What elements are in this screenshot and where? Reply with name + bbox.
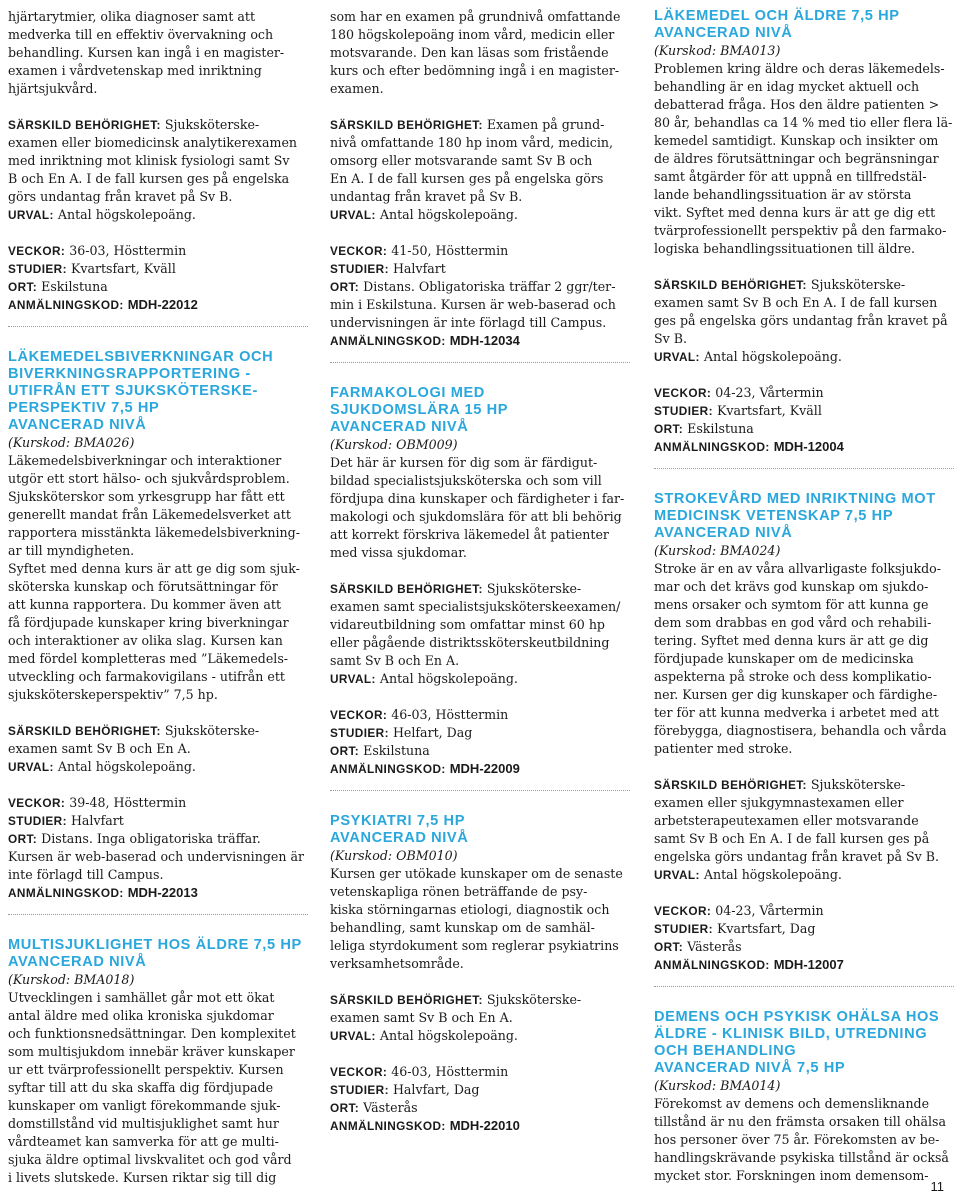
text-line: vårdteamet kan samverka för att ge multi-	[8, 1134, 279, 1149]
selection-label: URVAL:	[330, 208, 376, 222]
text-line: Syftet med denna kurs är att ge dig som sjuk-	[8, 561, 300, 576]
location-label: ORT:	[8, 832, 38, 846]
study-pace-label: STUDIER:	[8, 814, 67, 828]
title-line: AVANCERAD NIVÅ	[654, 25, 793, 41]
study-pace-value: Kvartsfart, Dag	[716, 921, 816, 936]
eligibility-label: SÄRSKILD BEHÖRIGHET:	[330, 582, 483, 596]
text-line: aspekterna på stroke och dess komplikatio-	[654, 669, 932, 684]
course-title	[654, 8, 954, 42]
text-line: med inriktning mot klinisk fysiologi samt Sv	[8, 153, 290, 168]
title-line: AVANCERAD NIVÅ 7,5 HP	[654, 1060, 846, 1076]
course-description	[8, 452, 308, 704]
location-value: Eskilstuna	[41, 279, 108, 294]
text-line: Sjuksköterske-	[164, 117, 260, 132]
title-line: SJUKDOMSLÄRA 15 HP	[330, 402, 509, 418]
title-line: PERSPEKTIV 7,5 HP	[8, 400, 160, 416]
course-info	[330, 706, 630, 778]
text-line: Kursen är web-baserad och undervisningen är	[8, 849, 304, 864]
text-line: som har en examen på grundnivå omfattande	[330, 9, 621, 24]
location-value: Eskilstuna	[687, 421, 754, 436]
application-code-label: ANMÄLNINGSKOD:	[330, 762, 446, 776]
text-line: ner. Kursen ger dig kunskaper och färdighe-	[654, 687, 938, 702]
study-pace-label: STUDIER:	[654, 404, 713, 418]
text-line: syftar till att du ska skaffa dig fördjupade	[8, 1080, 274, 1095]
text-line: examen i vårdvetenskap med inriktning	[8, 63, 262, 78]
title-line: OCH BEHANDLING	[654, 1043, 797, 1059]
eligibility-block	[330, 116, 630, 224]
application-code-label: ANMÄLNINGSKOD:	[8, 886, 124, 900]
title-line: DEMENS OCH PSYKISK OHÄLSA HOS	[654, 1009, 940, 1025]
text-line: att kunna rapportera. Du kommer även att	[8, 597, 282, 612]
text-line: hos personer över 75 år. Förekomsten av be-	[654, 1132, 940, 1147]
text-line: behandling, samt kunskap om de samhäl-	[330, 920, 595, 935]
study-pace-value: Halvfart	[392, 261, 446, 276]
title-line: AVANCERAD NIVÅ	[8, 417, 147, 433]
text-line: logiska behandlingssituationen till äldre.	[654, 241, 916, 256]
course-code: (Kurskod: BMA013)	[654, 43, 781, 58]
weeks-value: 04-23, Vårtermin	[715, 903, 824, 918]
text-line: Kursen ger utökade kunskaper om de senaste	[330, 866, 623, 881]
application-code: MDH-12034	[449, 333, 520, 348]
location-value: Distans. Inga obligatoriska träffar.	[41, 831, 261, 846]
divider	[654, 468, 954, 469]
location-value: Västerås	[687, 939, 742, 954]
page-number: 11	[930, 1179, 944, 1194]
eligibility-label: SÄRSKILD BEHÖRIGHET:	[330, 118, 483, 132]
application-code: MDH-12004	[773, 439, 844, 454]
application-code-label: ANMÄLNINGSKOD:	[330, 1119, 446, 1133]
text-line: hjärtsjukvård.	[8, 81, 98, 96]
text-line: samt Sv B och En A. I de fall kursen ges på	[654, 831, 930, 846]
study-pace-label: STUDIER:	[8, 262, 67, 276]
text-line: behandling. Kursen kan ingå i en magister-	[8, 45, 285, 60]
location-label: ORT:	[330, 280, 360, 294]
text-line: förebygga, diagnostisera, behandla och vårda	[654, 723, 947, 738]
selection-value: Antal högskolepoäng.	[57, 759, 196, 774]
text-line: antal äldre med olika kroniska sjukdomar	[8, 1008, 274, 1023]
text-line: dem som drabbas en god vård och rehabili-	[654, 615, 932, 630]
text-line: att korrekt förskriva läkemedel åt patienter	[330, 527, 609, 542]
study-pace-value: Kvartsfart, Kväll	[716, 403, 822, 418]
text-line: omsorg eller motsvarande samt Sv B och	[330, 153, 593, 168]
divider	[330, 362, 630, 363]
text-line: examen samt Sv B och En A.	[8, 741, 191, 756]
title-line: FARMAKOLOGI MED	[330, 385, 485, 401]
course-description	[654, 560, 954, 758]
study-pace-value: Kvartsfart, Kväll	[70, 261, 176, 276]
eligibility-label: SÄRSKILD BEHÖRIGHET:	[8, 118, 161, 132]
text-line: makologi och sjukdomslära för att bli behörig	[330, 509, 622, 524]
text-line: fördjupade kunskaper om de medicinska	[654, 651, 914, 666]
text-line: få fördjupade kunskaper kring biverkningar	[8, 615, 289, 630]
text-line: min i Eskilstuna. Kursen är web-baserad och	[330, 297, 616, 312]
text-line: mar och det krävs god kunskap om sjukdo-	[654, 579, 929, 594]
text-line: examen eller biomedicinsk analytikerexamen	[8, 135, 298, 150]
application-code-label: ANMÄLNINGSKOD:	[654, 440, 770, 454]
text-line: samt åtgärder för att uppnå en tillfredstäl-	[654, 169, 927, 184]
study-pace-value: Halvfart, Dag	[392, 1082, 480, 1097]
selection-label: URVAL:	[654, 868, 700, 882]
text-line: debatterad fråga. Hos den äldre patienten >	[654, 97, 940, 112]
application-code: MDH-22009	[449, 761, 520, 776]
course-description	[654, 1095, 954, 1185]
weeks-label: VECKOR:	[330, 1065, 388, 1079]
column-3	[654, 8, 954, 1185]
weeks-label: VECKOR:	[330, 244, 388, 258]
course-title	[654, 491, 954, 542]
application-code: MDH-22013	[127, 885, 198, 900]
course-code: (Kurskod: BMA014)	[654, 1078, 781, 1093]
course-code: (Kurskod: BMA024)	[654, 543, 781, 558]
text-line: utveckling och farmakovigilans - utifrån ett	[8, 669, 285, 684]
divider	[330, 790, 630, 791]
study-pace-label: STUDIER:	[330, 262, 389, 276]
text-line: ter för att kunna medverka i arbetet med att	[654, 705, 939, 720]
text-line: behandling är en idag mycket aktuell och	[654, 79, 920, 94]
text-line: 180 högskolepoäng inom vård, medicin eller	[330, 27, 615, 42]
text-line: mycket stor. Forskningen inom demensom-	[654, 1168, 929, 1183]
study-pace-value: Helfart, Dag	[392, 725, 473, 740]
course-code: (Kurskod: OBM010)	[330, 848, 458, 863]
title-line: MULTISJUKLIGHET HOS ÄLDRE 7,5 HP	[8, 937, 302, 953]
eligibility-label: SÄRSKILD BEHÖRIGHET:	[654, 778, 807, 792]
course-info	[654, 902, 954, 974]
study-pace-value: Halvfart	[70, 813, 124, 828]
eligibility-label: SÄRSKILD BEHÖRIGHET:	[654, 278, 807, 292]
eligibility-block	[654, 776, 954, 884]
title-line: AVANCERAD NIVÅ	[330, 830, 469, 846]
text-line: med vissa sjukdomar.	[330, 545, 467, 560]
application-code: MDH-22012	[127, 297, 198, 312]
eligibility-block	[330, 580, 630, 688]
course-code: (Kurskod: BMA026)	[8, 435, 135, 450]
text-line: sköterska kunskap och förutsättningar för	[8, 579, 278, 594]
weeks-label: VECKOR:	[654, 386, 712, 400]
course-description	[330, 454, 630, 562]
text-line: Sjuksköterske-	[486, 581, 582, 596]
course-code: (Kurskod: BMA018)	[8, 972, 135, 987]
weeks-value: 46-03, Hösttermin	[391, 1064, 509, 1079]
course-title	[654, 1009, 954, 1077]
text-line: ar till myndigheten.	[8, 543, 135, 558]
divider	[8, 914, 308, 915]
application-code: MDH-12007	[773, 957, 844, 972]
text-line: Läkemedelsbiverkningar och interaktioner	[8, 453, 282, 468]
text-line: Sjuksköterskor som yrkesgrupp har fått ett	[8, 489, 285, 504]
selection-label: URVAL:	[8, 760, 54, 774]
text-line: B och En A. I de fall kursen ges på engelska	[8, 171, 290, 186]
divider	[8, 326, 308, 327]
application-code: MDH-22010	[449, 1118, 520, 1133]
weeks-value: 41-50, Hösttermin	[391, 243, 509, 258]
text-line: engelska görs undantag från kravet på Sv B.	[654, 849, 940, 864]
text-line: bildad specialistsjuksköterska och som vill	[330, 473, 602, 488]
text-line: kurs och efter bedömning ingå i en magister-	[330, 63, 620, 78]
course-description	[8, 989, 308, 1187]
title-line: MEDICINSK VETENSKAP 7,5 HP	[654, 508, 894, 524]
text-line: sjuka äldre optimal livskvalitet och god vård	[8, 1152, 292, 1167]
text-line: Sjuksköterske-	[810, 777, 906, 792]
text-line: kunskaper om vanligt förekommande sjuk-	[8, 1098, 281, 1113]
location-value: Västerås	[363, 1100, 418, 1115]
text-line: inte förlagd till Campus.	[8, 867, 164, 882]
text-line: och funktionsnedsättningar. Den komplexitet	[8, 1026, 296, 1041]
text-line: examen samt Sv B och En A. I de fall kursen	[654, 295, 938, 310]
text-line: vetenskapliga rönen beträffande de psy-	[330, 884, 588, 899]
location-label: ORT:	[654, 940, 684, 954]
title-line: PSYKIATRI 7,5 HP	[330, 813, 466, 829]
text-line: fördjupa dina kunskaper och färdigheter i far-	[330, 491, 625, 506]
text-line: de äldres förutsättningar och begränsningar	[654, 151, 939, 166]
text-line: undervisningen är inte förlagd till Campus.	[330, 315, 607, 330]
text-line: och interaktioner av olika slag. Kursen kan	[8, 633, 283, 648]
weeks-label: VECKOR:	[330, 708, 388, 722]
text-line: examen eller sjukgymnastexamen eller	[654, 795, 904, 810]
text-line: handlingskrävande psykiska tillstånd är också	[654, 1150, 949, 1165]
course-info	[8, 794, 308, 902]
text-line: tillstånd är nu den främsta orsaken till ohälsa	[654, 1114, 947, 1129]
selection-label: URVAL:	[330, 672, 376, 686]
title-line: STROKEVÅRD MED INRIKTNING MOT	[654, 491, 936, 507]
selection-label: URVAL:	[330, 1029, 376, 1043]
continued-text	[330, 8, 630, 98]
text-line: görs undantag från kravet på Sv B.	[8, 189, 233, 204]
title-line: AVANCERAD NIVÅ	[654, 525, 793, 541]
text-line: domstillstånd vid multisjuklighet samt hur	[8, 1116, 279, 1131]
location-value: Eskilstuna	[363, 743, 430, 758]
selection-value: Antal högskolepoäng.	[379, 671, 518, 686]
text-line: kemedel samtidigt. Kunskap och insikter om	[654, 133, 939, 148]
selection-label: URVAL:	[654, 350, 700, 364]
text-line: Stroke är en av våra allvarligaste folksjukdo-	[654, 561, 941, 576]
text-line: Sv B.	[654, 331, 688, 346]
title-line: UTIFRÅN ETT SJUKSKÖTERSKE-	[8, 383, 258, 399]
text-line: tering. Syftet med denna kurs är att ge dig	[654, 633, 929, 648]
selection-value: Antal högskolepoäng.	[379, 1028, 518, 1043]
course-code: (Kurskod: OBM009)	[330, 437, 458, 452]
location-label: ORT:	[654, 422, 684, 436]
text-line: eller pågående distriktssköterskeutbildning	[330, 635, 610, 650]
course-info	[8, 242, 308, 314]
text-line: leliga styrdokument som reglerar psykiatrins	[330, 938, 619, 953]
text-line: 80 år, behandlas ca 14 % med tio eller flera lä-	[654, 115, 953, 130]
intro-text	[8, 8, 308, 98]
eligibility-block	[654, 276, 954, 366]
text-line: arbetsterapeutexamen eller motsvarande	[654, 813, 919, 828]
text-line: ur ett tvärprofessionellt perspektiv. Kursen	[8, 1062, 284, 1077]
weeks-value: 39-48, Hösttermin	[69, 795, 187, 810]
text-line: tvärprofessionellt perspektiv på den farmako-	[654, 223, 947, 238]
study-pace-label: STUDIER:	[330, 1083, 389, 1097]
divider	[654, 986, 954, 987]
weeks-value: 04-23, Vårtermin	[715, 385, 824, 400]
column-2	[330, 8, 630, 1135]
text-line: undantag från kravet på Sv B.	[330, 189, 523, 204]
course-info	[654, 384, 954, 456]
title-line: LÄKEMEDEL OCH ÄLDRE 7,5 HP	[654, 8, 900, 24]
text-line: sjuksköterskeperspektiv” 7,5 hp.	[8, 687, 218, 702]
location-label: ORT:	[330, 1101, 360, 1115]
text-line: Examen på grund-	[486, 117, 605, 132]
eligibility-label: SÄRSKILD BEHÖRIGHET:	[8, 724, 161, 738]
selection-value: Antal högskolepoäng.	[703, 867, 842, 882]
eligibility-block	[8, 722, 308, 776]
title-line: LÄKEMEDELSBIVERKNINGAR OCH	[8, 349, 274, 365]
text-line: examen.	[330, 81, 384, 96]
text-line: Förekomst av demens och demensliknande	[654, 1096, 930, 1111]
course-description	[330, 865, 630, 973]
text-line: medverka till en effektiv övervakning och	[8, 27, 274, 42]
text-line: rapportera misstänkta läkemedelsbiverkning-	[8, 525, 300, 540]
text-line: motsvarande. Den kan läsas som fristående	[330, 45, 609, 60]
title-line: ÄLDRE - KLINISK BILD, UTREDNING	[654, 1026, 928, 1042]
course-title	[330, 385, 630, 436]
application-code-label: ANMÄLNINGSKOD:	[8, 298, 124, 312]
text-line: som multisjukdom innebär kräver kunskaper	[8, 1044, 295, 1059]
text-line: hjärtarytmier, olika diagnoser samt att	[8, 9, 256, 24]
weeks-label: VECKOR:	[8, 244, 66, 258]
location-value: Distans. Obligatoriska träffar 2 ggr/ter-	[363, 279, 616, 294]
text-line: vikt. Syftet med denna kurs är att ge dig ett	[654, 205, 936, 220]
text-line: Sjuksköterske-	[810, 277, 906, 292]
text-line: utgör ett stort hälso- och sjukvårdsproblem.	[8, 471, 290, 486]
text-line: Utvecklingen i samhället går mot ett ökat	[8, 990, 275, 1005]
text-line: examen samt Sv B och En A.	[330, 1010, 513, 1025]
text-line: verksamhetsområde.	[330, 956, 464, 971]
text-line: examen samt specialistsjuksköterskeexamen/	[330, 599, 621, 614]
course-title	[8, 937, 308, 971]
application-code-label: ANMÄLNINGSKOD:	[330, 334, 446, 348]
eligibility-block	[8, 116, 308, 224]
text-line: Sjuksköterske-	[164, 723, 260, 738]
title-line: BIVERKNINGSRAPPORTERING -	[8, 366, 251, 382]
study-pace-label: STUDIER:	[654, 922, 713, 936]
weeks-label: VECKOR:	[654, 904, 712, 918]
text-line: samt Sv B och En A.	[330, 653, 460, 668]
eligibility-block	[330, 991, 630, 1045]
text-line: En A. I de fall kursen ges på engelska görs	[330, 171, 604, 186]
title-line: AVANCERAD NIVÅ	[330, 419, 469, 435]
column-1	[8, 8, 308, 1187]
selection-value: Antal högskolepoäng.	[703, 349, 842, 364]
location-label: ORT:	[8, 280, 38, 294]
course-description	[654, 60, 954, 258]
selection-value: Antal högskolepoäng.	[379, 207, 518, 222]
text-line: Det här är kursen för dig som är färdigut-	[330, 455, 598, 470]
eligibility-label: SÄRSKILD BEHÖRIGHET:	[330, 993, 483, 1007]
text-line: vidareutbildning som omfattar minst 60 hp	[330, 617, 605, 632]
text-line: med fördel kompletteras med ”Läkemedels-	[8, 651, 289, 666]
text-line: nivå omfattande 180 hp inom vård, medicin,	[330, 135, 613, 150]
text-line: ges på engelska görs undantag från kravet på	[654, 313, 948, 328]
title-line: AVANCERAD NIVÅ	[8, 954, 147, 970]
course-title	[330, 813, 630, 847]
weeks-value: 36-03, Hösttermin	[69, 243, 187, 258]
course-title	[8, 349, 308, 434]
text-line: kiska störningarnas etiologi, diagnostik och	[330, 902, 610, 917]
text-line: Problemen kring äldre och deras läkemedels-	[654, 61, 945, 76]
weeks-value: 46-03, Hösttermin	[391, 707, 509, 722]
application-code-label: ANMÄLNINGSKOD:	[654, 958, 770, 972]
weeks-label: VECKOR:	[8, 796, 66, 810]
text-line: i livets slutskede. Kursen riktar sig till dig	[8, 1170, 277, 1185]
text-line: patienter med stroke.	[654, 741, 793, 756]
text-line: mens orsaker och symtom för att kunna ge	[654, 597, 929, 612]
course-info	[330, 242, 630, 350]
location-label: ORT:	[330, 744, 360, 758]
course-info	[330, 1063, 630, 1135]
study-pace-label: STUDIER:	[330, 726, 389, 740]
text-line: Sjuksköterske-	[486, 992, 582, 1007]
text-line: generellt mandat från Läkemedelsverket att	[8, 507, 291, 522]
selection-label: URVAL:	[8, 208, 54, 222]
selection-value: Antal högskolepoäng.	[57, 207, 196, 222]
text-line: lande behandlingssituation är av största	[654, 187, 912, 202]
